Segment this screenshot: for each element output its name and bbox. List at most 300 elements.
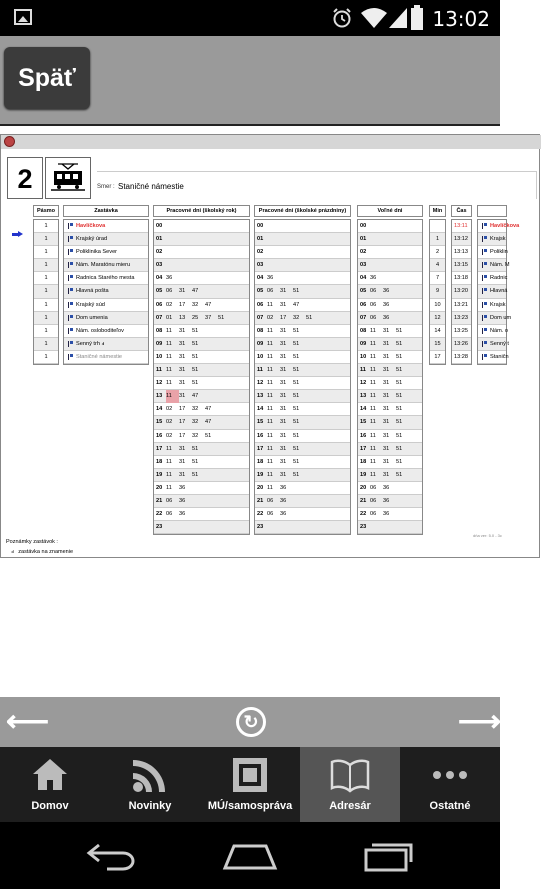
minute-cell: 06 — [166, 497, 173, 504]
zone-cell: 1 — [34, 272, 58, 285]
hour-cell: 10 — [156, 353, 163, 360]
minute-cell: 06 — [370, 288, 377, 295]
hour-cell: 00 — [257, 223, 264, 229]
minute-cell: 11 — [267, 419, 273, 426]
departure-row — [255, 259, 350, 272]
hour-cell: 14 — [360, 406, 367, 413]
minute-cell: 51 — [293, 288, 300, 295]
hour-cell: 19 — [360, 471, 367, 478]
stop-name: Dom umenia — [76, 314, 108, 321]
minute-cell: 31 — [280, 419, 287, 426]
stop-flag-icon — [68, 262, 73, 268]
departure-row — [255, 430, 350, 443]
hour-cell: 09 — [360, 340, 367, 347]
minute-cell: 11 — [267, 406, 273, 413]
minute-cell: 51 — [192, 327, 199, 334]
departure-row — [358, 377, 422, 390]
zone-cell: 1 — [34, 259, 58, 272]
departure-row — [358, 220, 422, 233]
stop-name: Havlíčkova — [76, 223, 106, 229]
hour-cell: 17 — [360, 445, 367, 452]
next-departure-minute: 11 — [166, 390, 179, 403]
minute-cell: 31 — [179, 367, 186, 374]
departure-row — [255, 469, 350, 482]
minute-cell: 31 — [280, 340, 287, 347]
minute-cell: 32 — [192, 419, 199, 426]
minute-cell: 36 — [280, 497, 287, 504]
stop-name: Staničné námestie — [76, 353, 123, 360]
minute-cell: 11 — [267, 367, 273, 374]
hour-cell: 20 — [360, 484, 367, 491]
departure-row — [358, 416, 422, 429]
departure-row — [154, 390, 249, 403]
hour-cell: 21 — [360, 497, 367, 504]
right-stop-name: Dom um — [490, 314, 512, 321]
hour-cell: 20 — [257, 484, 264, 491]
time-cell: 13:20 — [452, 285, 471, 298]
minute-cell: 11 — [166, 340, 172, 347]
minute-cell: 36 — [179, 484, 186, 491]
stop-name: Krajský súd — [76, 301, 105, 308]
minute-cell: 31 — [383, 471, 390, 478]
departure-row — [255, 312, 350, 325]
image-notification-icon — [14, 9, 32, 25]
stop-name: Nám. Maratónu mieru — [76, 262, 131, 269]
time-cell: 13:26 — [452, 338, 471, 351]
home-icon — [30, 755, 70, 795]
departure-row — [154, 521, 249, 534]
arrow-right-icon[interactable]: ⟶ — [458, 705, 502, 738]
stop-flag-icon — [68, 249, 73, 255]
stop-notes-label: Poznámky zastávok : — [6, 539, 58, 545]
minute-cell: 51 — [293, 367, 300, 374]
stop-flag-icon — [68, 275, 73, 281]
right-stop-cell — [478, 338, 509, 351]
minute-cell: 51 — [293, 406, 300, 413]
minute-cell: 31 — [280, 288, 287, 295]
minute-cell: 51 — [293, 458, 300, 465]
tab-novinky[interactable] — [100, 747, 200, 822]
stop-flag-icon — [482, 236, 487, 242]
zone-cell: 1 — [34, 220, 58, 233]
back-icon[interactable] — [85, 842, 137, 870]
minute-cell: 31 — [280, 301, 287, 308]
stop-flag-icon — [68, 341, 73, 347]
hour-cell: 15 — [156, 419, 163, 426]
minute-cell: 31 — [280, 458, 287, 465]
minute-cell: 11 — [267, 340, 273, 347]
zone-cell: 1 — [34, 351, 58, 364]
departure-row — [358, 285, 422, 298]
departure-row — [255, 220, 350, 233]
minute-cell: 31 — [179, 458, 186, 465]
right-stop-cell — [478, 325, 509, 338]
hour-cell: 01 — [360, 236, 367, 243]
hour-cell: 04 — [360, 275, 367, 282]
hour-cell: 23 — [360, 524, 367, 531]
tab-ostatne[interactable] — [400, 747, 500, 822]
min-cell: 10 — [430, 299, 445, 312]
stop-cell — [64, 338, 148, 351]
minute-cell: 31 — [383, 445, 390, 452]
stop-name: Hlavná pošta — [76, 288, 109, 295]
hour-cell: 10 — [360, 353, 367, 360]
departure-row — [255, 325, 350, 338]
departure-row — [255, 443, 350, 456]
hour-cell: 07 — [257, 314, 264, 321]
minute-cell: 31 — [179, 353, 186, 360]
stop-flag-icon — [482, 223, 487, 229]
minute-cell: 31 — [179, 393, 186, 400]
hour-cell: 12 — [360, 380, 367, 387]
minute-cell: 31 — [383, 393, 390, 400]
stop-flag-icon — [482, 288, 487, 294]
minute-cell: 51 — [396, 406, 403, 413]
minute-cell: 31 — [179, 471, 186, 478]
right-stop-name: Havlíčkova — [490, 223, 520, 229]
tab-label: Novinky — [128, 800, 172, 812]
tab-label: Domov — [31, 800, 69, 812]
minute-cell: 51 — [293, 419, 300, 426]
minute-cell: 31 — [280, 367, 287, 374]
min-cell: 1 — [430, 233, 445, 246]
time-cell: 13:25 — [452, 325, 471, 338]
arrow-left-icon[interactable]: ⟵ — [6, 705, 50, 738]
departure-row — [255, 299, 350, 312]
departure-row — [154, 456, 249, 469]
departure-row — [358, 233, 422, 246]
minute-cell: 31 — [280, 380, 287, 387]
minute-cell: 02 — [166, 406, 173, 413]
right-stop-name: Hlavná — [490, 288, 508, 295]
right-stop-cell — [478, 272, 506, 285]
hour-cell: 08 — [257, 327, 264, 334]
min-cell: 15 — [430, 338, 445, 351]
departure-row — [154, 482, 249, 495]
stop-name: Poliklinika Sever — [76, 249, 118, 256]
departure-row — [154, 246, 249, 259]
minute-cell: 47 — [205, 419, 212, 426]
tab-bar — [0, 747, 500, 822]
minute-cell: 11 — [267, 484, 273, 491]
status-bar — [0, 0, 500, 36]
right-stop-name: Radnic — [490, 275, 508, 282]
minute-cell: 11 — [267, 471, 273, 478]
departure-row — [358, 299, 422, 312]
minute-cell: 51 — [293, 353, 300, 360]
tab-adresar[interactable] — [300, 747, 400, 822]
stop-cell — [64, 272, 148, 285]
departure-row — [255, 272, 350, 285]
minute-cell: 11 — [267, 393, 273, 400]
minute-cell: 51 — [192, 458, 199, 465]
right-stop-name: Nám. o — [490, 327, 509, 334]
minute-cell: 06 — [370, 511, 377, 518]
top-bar — [0, 36, 500, 124]
departure-row — [154, 403, 249, 416]
departure-row — [255, 456, 350, 469]
zone-column — [33, 219, 59, 365]
stop-column — [63, 219, 149, 365]
departure-row — [255, 351, 350, 364]
hour-cell: 19 — [257, 471, 264, 478]
stop-flag-icon — [482, 354, 487, 360]
minute-cell: 47 — [192, 393, 199, 400]
departure-row — [154, 443, 249, 456]
time-cell: 13:12 — [452, 233, 471, 246]
minute-cell: 31 — [179, 327, 186, 334]
tram-icon — [46, 158, 90, 198]
stop-name: Krajský úrad — [76, 236, 108, 243]
home-nav-icon[interactable] — [222, 842, 278, 870]
tab-domov[interactable] — [0, 747, 100, 822]
minute-cell: 11 — [370, 471, 376, 478]
minute-cell: 51 — [293, 340, 300, 347]
alarm-icon — [331, 7, 353, 29]
nav-bar — [0, 697, 500, 747]
zone-cell: 1 — [34, 285, 58, 298]
hour-cell: 03 — [360, 262, 367, 269]
minute-cell: 31 — [383, 367, 390, 374]
minute-cell: 06 — [166, 288, 173, 295]
hour-cell: 15 — [360, 419, 367, 426]
minute-cell: 11 — [267, 432, 273, 439]
departure-row — [154, 364, 249, 377]
minute-cell: 11 — [370, 367, 376, 374]
minute-cell: 11 — [370, 406, 376, 413]
right-stop-name: Nám. M — [490, 262, 510, 269]
minute-cell: 51 — [396, 419, 403, 426]
timetable-sheet — [0, 134, 540, 558]
departure-row — [154, 469, 249, 482]
hour-cell: 14 — [257, 406, 264, 413]
minute-cell: 11 — [370, 393, 376, 400]
minute-cell: 06 — [370, 484, 377, 491]
rss-icon — [130, 755, 170, 795]
right-stop-cell — [478, 246, 506, 259]
version-text: dňa ver: 5.0 - 3c — [473, 533, 502, 538]
minute-cell: 51 — [396, 367, 403, 374]
minute-cell: 51 — [396, 340, 403, 347]
minute-cell: 32 — [192, 406, 199, 413]
min-cell — [430, 220, 445, 233]
departure-row — [255, 377, 350, 390]
tram-box — [45, 157, 91, 199]
minute-cell: 36 — [179, 497, 186, 504]
minute-cell: 51 — [293, 380, 300, 387]
hour-cell: 19 — [156, 471, 163, 478]
stop-name: Radnica Starého mesta — [76, 275, 135, 282]
minute-cell: 51 — [396, 353, 403, 360]
right-stop-name: Krajsk — [490, 236, 506, 243]
departure-row — [154, 272, 249, 285]
hour-cell: 11 — [257, 367, 263, 374]
departure-row — [154, 495, 249, 508]
minute-cell: 51 — [218, 314, 225, 321]
minute-cell: 31 — [280, 445, 287, 452]
minute-cell: 11 — [267, 353, 273, 360]
minute-cell: 06 — [370, 301, 377, 308]
minute-cell: 47 — [293, 301, 300, 308]
right-stop-cell — [478, 220, 520, 233]
minute-cell: 11 — [370, 458, 376, 465]
hour-cell: 23 — [156, 524, 163, 531]
minute-cell: 11 — [370, 445, 376, 452]
hour-cell: 15 — [257, 419, 264, 426]
minute-cell: 31 — [179, 340, 186, 347]
minute-cell: 51 — [192, 340, 199, 347]
minute-cell: 47 — [205, 301, 212, 308]
departure-row — [358, 469, 422, 482]
hour-cell: 03 — [257, 262, 264, 269]
minute-cell: 25 — [192, 314, 199, 321]
stop-flag-icon — [482, 262, 487, 268]
recent-apps-icon[interactable] — [362, 838, 418, 872]
zone-cell: 1 — [34, 325, 58, 338]
departure-row — [255, 416, 350, 429]
departure-row — [358, 443, 422, 456]
minute-cell: 11 — [370, 432, 376, 439]
hour-cell: 08 — [156, 327, 163, 334]
timetable-view[interactable] — [0, 126, 520, 697]
tab-mu-samosprava[interactable] — [200, 747, 300, 822]
minute-cell: 36 — [383, 511, 390, 518]
minute-cell: 51 — [396, 471, 403, 478]
minute-cell: 31 — [383, 380, 390, 387]
hour-cell: 02 — [360, 249, 367, 256]
minute-cell: 11 — [166, 327, 172, 334]
minute-cell: 51 — [293, 327, 300, 334]
departure-row — [255, 521, 350, 534]
time-cell: 13:21 — [452, 299, 471, 312]
right-stop-column — [477, 219, 520, 365]
hour-cell: 05 — [156, 288, 163, 295]
hour-cell: 13 — [156, 393, 163, 400]
departure-row — [255, 246, 350, 259]
departure-row — [154, 325, 249, 338]
hail-stop-text: zastávka na znamenie — [18, 549, 74, 555]
logo-icon — [4, 136, 15, 147]
minute-cell: 36 — [383, 497, 390, 504]
stop-flag-icon — [68, 223, 73, 229]
minute-cell: 36 — [179, 511, 186, 518]
minute-cell: 31 — [383, 353, 390, 360]
departure-row — [358, 456, 422, 469]
departure-row — [154, 377, 249, 390]
minute-cell: 11 — [166, 367, 172, 374]
departure-row — [358, 508, 422, 521]
time-cell: 13:18 — [452, 272, 471, 285]
hour-cell: 13 — [360, 393, 367, 400]
departure-row — [358, 390, 422, 403]
minute-cell: 11 — [370, 340, 376, 347]
stop-flag-icon — [482, 302, 487, 308]
min-cell: 7 — [430, 272, 445, 285]
hour-cell: 23 — [257, 524, 264, 531]
minute-cell: 02 — [166, 301, 173, 308]
minute-cell: 11 — [267, 380, 273, 387]
header-workdays-school: Pracovné dni (školský rok) — [153, 205, 250, 217]
minute-cell: 31 — [383, 327, 390, 334]
minute-cell: 32 — [192, 432, 199, 439]
departure-row — [358, 312, 422, 325]
right-stop-name: Staničn — [490, 353, 509, 360]
minute-cell: 51 — [192, 471, 199, 478]
line-number: 2 — [7, 157, 43, 199]
stop-flag-icon — [68, 315, 73, 321]
refresh-icon[interactable]: ↻ — [236, 707, 266, 737]
hour-cell: 12 — [156, 380, 163, 387]
right-stop-cell — [478, 299, 506, 312]
minute-cell: 06 — [166, 511, 173, 518]
minute-cell: 51 — [192, 353, 199, 360]
minute-cell: 31 — [280, 393, 287, 400]
minute-cell: 11 — [267, 327, 273, 334]
right-stop-cell — [478, 312, 512, 325]
minute-cell: 17 — [179, 406, 186, 413]
minute-cell: 31 — [179, 445, 186, 452]
minute-cell: 17 — [179, 432, 186, 439]
time-cell: 13:23 — [452, 312, 471, 325]
minute-cell: 06 — [267, 288, 274, 295]
departure-row — [154, 508, 249, 521]
min-cell: 12 — [430, 312, 445, 325]
hour-cell: 04 — [156, 275, 163, 282]
minute-cell: 36 — [280, 511, 287, 518]
header-min: Min — [429, 205, 446, 217]
zone-cell: 1 — [34, 299, 58, 312]
direction-bar — [97, 171, 537, 199]
minute-cell: 51 — [192, 380, 199, 387]
minute-cell: 51 — [396, 445, 403, 452]
departure-row — [358, 325, 422, 338]
battery-icon — [410, 5, 424, 31]
minute-cell: 11 — [267, 458, 273, 465]
hour-cell: 09 — [156, 340, 163, 347]
wifi-icon — [361, 7, 387, 29]
stop-cell — [64, 285, 148, 298]
departure-row — [358, 495, 422, 508]
minute-cell: 51 — [396, 458, 403, 465]
minute-cell: 36 — [166, 275, 173, 282]
system-nav-bar — [0, 822, 500, 889]
right-stop-name: Krajsk — [490, 301, 506, 308]
hour-cell: 11 — [360, 367, 366, 374]
minute-cell: 31 — [280, 432, 287, 439]
hour-cell: 22 — [156, 511, 163, 518]
minute-cell: 17 — [179, 301, 186, 308]
stop-flag-icon — [68, 354, 73, 360]
right-stop-cell — [478, 259, 510, 272]
minute-cell: 51 — [396, 327, 403, 334]
back-button[interactable]: Späť — [4, 47, 90, 109]
stop-flag-icon — [482, 328, 487, 334]
minute-cell: 36 — [383, 484, 390, 491]
time-cell: 13:15 — [452, 259, 471, 272]
departure-row — [255, 390, 350, 403]
hour-cell: 12 — [257, 380, 264, 387]
hour-cell: 22 — [257, 511, 264, 518]
departure-row — [255, 285, 350, 298]
minute-cell: 06 — [370, 314, 377, 321]
header-time: Čas — [451, 205, 472, 217]
minute-cell: 06 — [370, 497, 377, 504]
hour-cell: 16 — [156, 432, 163, 439]
clock: 13:02 — [432, 7, 490, 31]
departure-row — [358, 364, 422, 377]
departure-row — [154, 285, 249, 298]
header-workdays-holiday: Pracovné dni (školské prázdniny) — [254, 205, 351, 217]
